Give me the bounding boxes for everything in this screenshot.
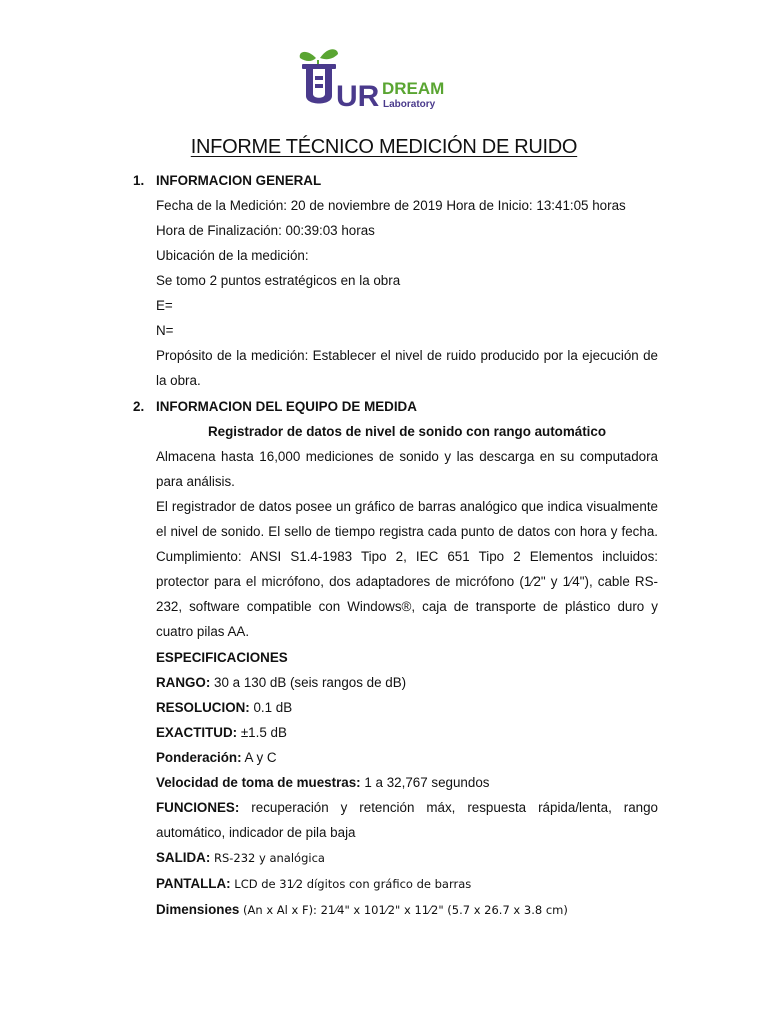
spec-ponderacion: Ponderación: A y C [156,750,277,765]
coordinate-n: N= [156,323,174,338]
right-leaf-icon [320,49,338,59]
spec-funciones: FUNCIONES: recuperación y retención máx, respuesta rápida/lenta, rango automático, indicador de pila baja [156,800,658,840]
left-leaf-icon [300,52,316,61]
coordinate-e: E= [156,298,173,313]
device-paragraph-1: Almacena hasta 16,000 mediciones de sonido y las descarga en su computadora para análisis. [156,449,658,489]
logo-graphic [298,46,468,114]
spec-salida: SALIDA: RS-232 y analógica [156,850,325,865]
section-1-number: 1. [133,173,145,188]
document-title: INFORME TÉCNICO MEDICIÓN DE RUIDO [190,136,578,158]
company-logo [298,46,468,114]
section-2 [156,394,658,644]
logo-laboratory-text: Laboratory [383,99,436,110]
logo-letters: UR [336,80,380,113]
section-1 [156,168,658,393]
specifications [156,645,658,923]
section-2-number: 2. [133,399,145,414]
spec-exactitud: EXACTITUD: ±1.5 dB [156,725,287,740]
spec-dimensiones: Dimensiones (An x Al x F): 21⁄4" x 101⁄2" x 11⁄2" (5.7 x 26.7 x 3.8 cm) [156,902,568,917]
section-2-heading: INFORMACION DEL EQUIPO DE MEDIDA [156,399,417,414]
section-1-heading: INFORMACION GENERAL [156,173,322,188]
logo-dream-text: DREAM [382,79,445,98]
spec-resolucion: RESOLUCION: 0.1 dB [156,700,293,715]
spec-rango: RANGO: 30 a 130 dB (seis rangos de dB) [156,675,407,690]
purpose-text: Propósito de la medición: Establecer el nivel de ruido producido por la ejecución de la obra. [156,348,658,388]
specs-heading: ESPECIFICACIONES [156,650,288,665]
spec-velocidad: Velocidad de toma de muestras: 1 a 32,767 segundos [156,775,490,790]
device-paragraph-2: El registrador de datos posee un gráfico de barras analógico que indica visualmente el nivel de sonido. El sello de tiempo registra cada punto de datos con hora y fecha. Cumplimiento: ANSI S1.4-1983 Tipo 2, IEC 651 Tipo 2 Elementos incluidos: protector para el micrófono, dos adaptadores de micrófono (1⁄2" y 1⁄4"), cable RS-232, software compatible con Windows®, caja de transporte de plástico duro y cuatro pilas AA. [156,499,658,639]
device-subheading: Registrador de datos de nivel de sonido con rango automático [207,424,607,439]
end-time: Hora de Finalización: 00:39:03 horas [156,223,375,238]
points-text: Se tomo 2 puntos estratégicos en la obra [156,273,401,288]
measurement-date: Fecha de la Medición: 20 de noviembre de 2019 Hora de Inicio: 13:41:05 horas [156,198,626,213]
location-label: Ubicación de la medición: [156,248,309,263]
spec-pantalla: PANTALLA: LCD de 31⁄2 dígitos con gráfico de barras [156,876,472,891]
